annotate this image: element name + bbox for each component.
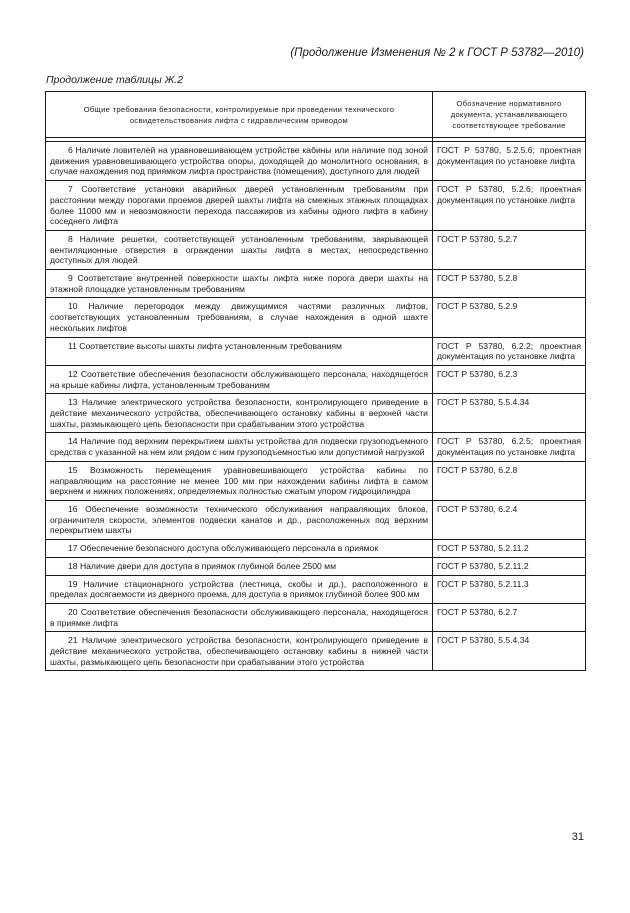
requirement-text: 15 Возможность перемещения уравновешивающего устройства кабины по направляющим на расстояние не менее 100 мм при нахождении кабины лифта в самом верхнем и нижних положениях, определяемых полностью сжатым упором гидроцилиндра: [50, 464, 428, 497]
requirement-cell: [46, 632, 433, 671]
document-reference: ГОСТ Р 53780, 6.2.7: [433, 603, 586, 631]
table-row: [46, 337, 586, 365]
document-reference: ГОСТ Р 53780, 5.2.5.6; проектная документация по установке лифта: [433, 142, 586, 181]
table-row: [46, 540, 586, 558]
requirement-cell: [46, 394, 433, 433]
requirement-text: 12 Соответствие обеспечения безопасности обслуживающего персонала, находящегося на крыше кабины лифта, установленным требованиям: [50, 368, 428, 390]
table-row: [46, 270, 586, 298]
document-reference: ГОСТ Р 53780, 5.2.9: [433, 298, 586, 337]
requirement-text: 17 Обеспечение безопасного доступа обслуживающего персонала в приямок: [68, 543, 379, 554]
table-row: [46, 142, 586, 181]
requirement-text: 10 Наличие перегородок между движущимися частями различных лифтов, соответствующих установленным требованиям, в случае нахождения в одной шахте нескольких лифтов: [50, 301, 428, 333]
table-row: [46, 461, 586, 500]
document-reference: ГОСТ Р 53780, 5.5.4.34: [433, 632, 586, 671]
table-caption: Продолжение таблицы Ж.2: [46, 74, 183, 86]
table-row: [46, 433, 586, 461]
table-row: [46, 230, 586, 269]
requirement-cell: [46, 337, 433, 365]
document-reference: ГОСТ Р 53780, 5.2.11.2: [433, 557, 586, 575]
requirement-text: 7 Соответствие установки аварийных дверей установленным требованиям при расстоянии между порогами проемов дверей шахты лифта на смежных этажных площадках более 11000 мм и невозможности перехода пассажиров из кабины одного лифта в кабину соседнего лифта: [50, 184, 428, 227]
document-reference: ГОСТ Р 53780, 6.2.4: [433, 500, 586, 539]
requirement-cell: [46, 365, 433, 393]
requirement-cell: [46, 575, 433, 603]
requirement-cell: [46, 298, 433, 337]
table-row: [46, 394, 586, 433]
requirement-cell: [46, 540, 433, 558]
requirement-cell: [46, 142, 433, 181]
document-reference: ГОСТ Р 53780, 6.2.8: [433, 461, 586, 500]
column-header-requirements: Общие требования безопасности, контролируемые при проведении технического освидетельствования лифта с гидравлическим приводом: [46, 92, 433, 138]
requirement-text: 13 Наличие электрического устройства безопасности, контролирующего приведение в действие механического устройства, обеспечивающего остановку кабины в верхней части шахты, размыкающего цепь безопасности при срабатывании этого устройства: [50, 397, 428, 429]
table-row: [46, 500, 586, 539]
document-reference: ГОСТ Р 53780, 5.2.6; проектная документация по установке лифта: [433, 181, 586, 231]
table-row: [46, 181, 586, 231]
requirement-cell: [46, 181, 433, 231]
requirements-table: [45, 91, 586, 671]
requirement-cell: [46, 500, 433, 539]
requirement-text: 16 Обеспечение возможности технического обслуживания направляющих блоков, ограничителя скорости, элементов подвески канатов и др., расположенных под верхним перекрытием шахты: [50, 503, 428, 536]
column-header-document: Обозначение нормативного документа, устанавливающего соответствующее требование: [433, 92, 586, 138]
document-reference: ГОСТ Р 53780, 5.2.11.2: [433, 540, 586, 558]
requirement-cell: [46, 270, 433, 298]
document-reference: ГОСТ Р 53780, 6.2.2; проектная документация по установке лифта: [433, 337, 586, 365]
table-row: [46, 298, 586, 337]
requirement-cell: [46, 557, 433, 575]
page-number: 31: [571, 831, 584, 843]
requirement-cell: [46, 230, 433, 269]
amendment-header-note: (Продолжение Изменения № 2 к ГОСТ Р 53782—2010): [290, 47, 584, 59]
document-reference: ГОСТ Р 53780, 5.2.11.3: [433, 575, 586, 603]
requirement-text: 11 Соответствие высоты шахты лифта установленным требованиям: [68, 340, 342, 351]
requirement-cell: [46, 461, 433, 500]
table-row: [46, 632, 586, 671]
table-row: [46, 557, 586, 575]
requirement-text: 8 Наличие решетки, соответствующей установленным требованиям, закрывающей вентиляционные отверстия в ограждении шахты лифта в местах, непосредственно доступных для людей: [50, 233, 428, 266]
requirement-cell: [46, 603, 433, 631]
table-row: [46, 575, 586, 603]
requirement-text: 18 Наличие двери для доступа в приямок глубиной более 2500 мм: [68, 560, 336, 571]
document-reference: ГОСТ Р 53780, 6.2.5; проектная документация по установке лифта: [433, 433, 586, 461]
requirement-text: 20 Соответствие обеспечения безопасности обслуживающего персонала, находящегося в приямке лифта: [50, 606, 428, 628]
requirement-text: 9 Соответствие внутренней поверхности шахты лифта ниже порога двери шахты на этажной площадке установленным требованиям: [50, 273, 428, 294]
table-body: [46, 138, 586, 671]
requirement-text: 6 Наличие ловителей на уравновешивающем устройстве кабины или наличие под зоной движения уравновешивающего устройства опоры, доходящей до монолитного основания, в случае нахождения под приямком лифта пространства (помещения), доступного для людей: [50, 145, 428, 177]
requirement-text: 14 Наличие под верхним перекрытием шахты устройства для подвески грузоподъемного средства с указанной на нем или рядом с ним грузоподъемностью или допустимой нагрузкой: [50, 436, 428, 458]
document-reference: ГОСТ Р 53780, 5.2.7: [433, 230, 586, 269]
document-reference: ГОСТ Р 53780, 5.2.8: [433, 270, 586, 298]
requirement-text: 21 Наличие электрического устройства безопасности, контролирующего приведение в действие механического устройства, обеспечивающего остановку кабины в нижней части шахты, размыкающего цепь безопасности при срабатывании этого устройства: [50, 635, 428, 667]
requirement-text: 19 Наличие стационарного устройства (лестница, скобы и др.), расположенного в пределах досягаемости из дверного проема, для доступа в приямок глубиной более 900 мм: [50, 578, 428, 600]
document-reference: ГОСТ Р 53780, 5.5.4.34: [433, 394, 586, 433]
document-reference: ГОСТ Р 53780, 6.2.3: [433, 365, 586, 393]
table-row: [46, 603, 586, 631]
table-row: [46, 365, 586, 393]
requirement-cell: [46, 433, 433, 461]
